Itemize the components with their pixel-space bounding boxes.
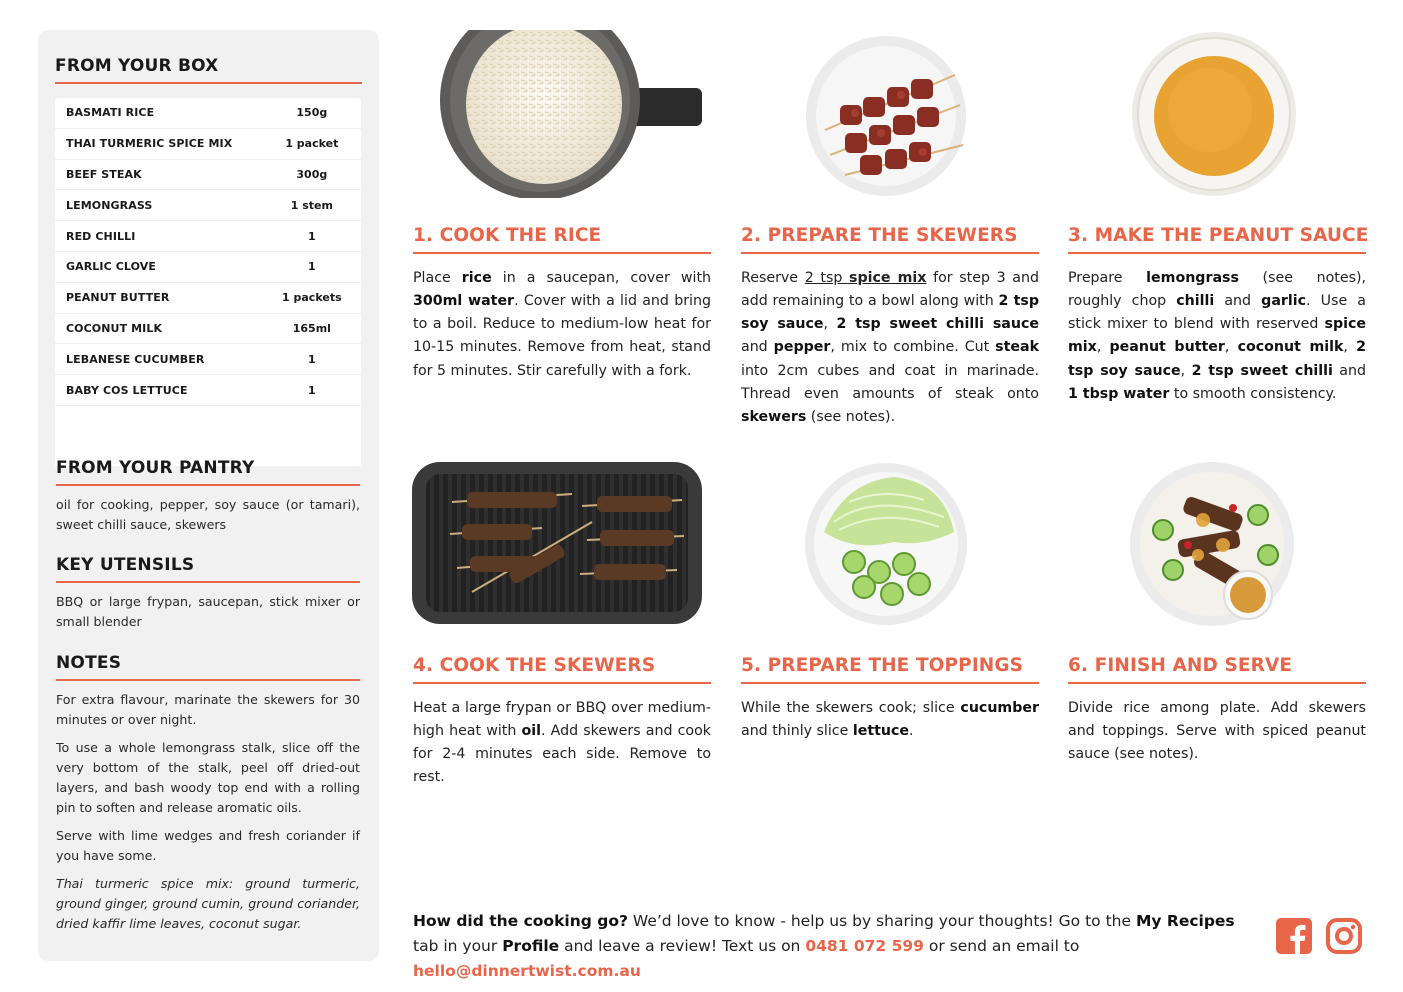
footer-question: How did the cooking go? [413, 912, 628, 930]
lettuce-cucumber-photo [804, 462, 968, 626]
step-6-finish-serve [1068, 655, 1366, 766]
step-text-run: and [741, 339, 774, 356]
spice-mix-note: Thai turmeric spice mix: ground turmeric, ground ginger, ground cumin, ground coriander, dried kaffir lime leaves, coconut sugar. [56, 876, 360, 931]
ingredient-name: BASMATI RICE [66, 106, 155, 120]
step-emphasis: chilli [1176, 292, 1215, 309]
profile-label: Profile [502, 937, 560, 955]
step-title: 4. COOK THE SKEWERS [413, 655, 656, 676]
phone-link[interactable]: 0481 072 599 [805, 937, 924, 955]
step-text [413, 697, 711, 790]
step-emphasis: cucumber [960, 699, 1039, 716]
from-your-box-section [55, 56, 362, 84]
step-3-peanut-sauce [1068, 225, 1369, 406]
pantry-text: oil for cooking, pepper, soy sauce (or tamari), sweet chilli sauce, skewers [56, 497, 360, 532]
footer-text: We’d love to know - help us by sharing your thoughts! Go to the [627, 912, 1136, 930]
step-text [1068, 697, 1366, 767]
step-emphasis: oil [521, 722, 541, 739]
step-text-run: Place [413, 269, 462, 286]
step-text-run: , [823, 316, 837, 333]
ingredient-name: COCONUT MILK [66, 321, 163, 335]
step-5-prepare-toppings [741, 655, 1039, 743]
step-title: 5. PREPARE THE TOPPINGS [741, 655, 1024, 676]
step-text [741, 697, 1039, 744]
from-your-pantry-section [56, 458, 360, 535]
email-link[interactable]: hello@dinnertwist.com.au [413, 962, 641, 980]
peanut-sauce-photo [1130, 30, 1298, 198]
my-recipes-label: My Recipes [1135, 912, 1235, 930]
step-text [741, 267, 1039, 430]
step-emphasis: pepper [773, 339, 831, 356]
step-text-run: While the skewers cook; slice [741, 699, 961, 716]
ingredient-quantity: 150g [296, 106, 328, 120]
ingredients-sidebar [38, 30, 379, 961]
ingredient-name: GARLIC CLOVE [66, 260, 156, 274]
divider [1068, 682, 1366, 684]
step-text-run: in a saucepan, cover with [491, 269, 711, 286]
step-text [413, 267, 711, 383]
ingredient-row [55, 221, 361, 252]
note-item: Serve with lime wedges and fresh coriander if you have some. [56, 828, 360, 863]
step-text-run: (see notes). [806, 409, 896, 426]
ingredient-row [55, 98, 361, 129]
step-emphasis: 2 tsp sweet chilli [1191, 362, 1333, 379]
ingredient-quantity: 1 stem [290, 198, 333, 212]
divider [55, 82, 362, 84]
divider [413, 252, 711, 254]
step-text-run: Prepare [1068, 269, 1147, 286]
step-text-run: , [1096, 339, 1110, 356]
notes-list [56, 690, 360, 934]
notes-section [56, 653, 360, 942]
rice-in-saucepan-photo [440, 30, 702, 198]
from-your-pantry-title: FROM YOUR PANTRY [56, 458, 255, 478]
ingredient-name: THAI TURMERIC SPICE MIX [66, 137, 233, 151]
divider [56, 679, 360, 681]
step-emphasis: coconut milk [1237, 339, 1344, 356]
step-text-run: into 2cm cubes and coat in marinade. Thread even amounts of steak onto [741, 362, 1039, 402]
divider [741, 682, 1039, 684]
step-4-cook-skewers [413, 655, 711, 790]
ingredient-row [55, 283, 361, 314]
step-text-run: Divide rice among plate. Add skewers and toppings. Serve with spiced peanut sauce (see notes). [1068, 699, 1366, 763]
ingredient-row [55, 160, 361, 191]
step-text-run: . [909, 722, 914, 739]
step-text-run: , mix to combine. Cut [830, 339, 996, 356]
step-emphasis: 2 tsp sweet chilli sauce [836, 316, 1040, 333]
facebook-icon[interactable] [1275, 917, 1313, 955]
step-text-run: . Cover with a lid and bring to a boil. Reduce to medium-low heat for 10-15 minutes. Remove from heat, stand for 5 minutes. Stir carefully with a fork. [413, 292, 711, 379]
ingredient-name: RED CHILLI [66, 229, 136, 243]
step-text [1068, 267, 1366, 407]
footer-text: and leave a review! Text us on [559, 937, 806, 955]
step-title: 3. MAKE THE PEANUT SAUCE [1068, 225, 1369, 246]
ingredient-quantity: 165ml [292, 321, 331, 335]
step-text-run: and [1214, 292, 1262, 309]
step-emphasis: skewers [741, 409, 807, 426]
step-emphasis: lettuce [852, 722, 910, 739]
raw-beef-skewers-photo [805, 35, 967, 197]
step-emphasis: garlic [1261, 292, 1307, 309]
step-text-run: , [1180, 362, 1192, 379]
skewers-on-grill-photo [412, 462, 702, 624]
note-item: For extra flavour, marinate the skewers for 30 minutes or over night. [56, 692, 360, 727]
step-text-run: . Add skewers and cook for 2-4 minutes each side. Remove to rest. [413, 722, 711, 786]
step-emphasis: spice mix [1068, 316, 1366, 356]
divider [413, 682, 711, 684]
key-utensils-title: KEY UTENSILS [56, 555, 195, 575]
instagram-icon[interactable] [1325, 917, 1363, 955]
footer-text: tab in your [413, 937, 503, 955]
step-emphasis: 2 tsp [804, 269, 850, 286]
step-emphasis: 2 tsp soy sauce [1068, 339, 1366, 379]
step-1-cook-rice [413, 225, 711, 383]
step-text-run: Reserve [741, 269, 805, 286]
note-item: To use a whole lemongrass stalk, slice off the very bottom of the stalk, peel off dried-out layers, and bash woody top end with a rolling pin to soften and release aromatic oils. [56, 740, 360, 815]
divider [1068, 252, 1366, 254]
ingredient-row [55, 314, 361, 345]
feedback-footer [413, 909, 1263, 984]
ingredient-quantity: 1 packet [285, 137, 339, 151]
ingredient-row [55, 129, 361, 160]
step-2-prepare-skewers [741, 225, 1039, 430]
step-text-run: and [1332, 362, 1366, 379]
ingredient-quantity: 1 [308, 229, 316, 243]
step-title: 6. FINISH AND SERVE [1068, 655, 1293, 676]
finished-plate-photo [1128, 460, 1296, 628]
step-emphasis: 300ml water [413, 292, 515, 309]
divider [56, 484, 360, 486]
step-emphasis: 2 tsp soy sauce [741, 292, 1039, 333]
step-emphasis: spice mix [849, 269, 927, 286]
ingredient-row [55, 190, 361, 221]
ingredients-table [55, 98, 361, 466]
step-title: 1. COOK THE RICE [413, 225, 602, 246]
step-text-run: for step 3 and add remaining to a bowl along with [741, 269, 1039, 309]
step-text-run: , [1343, 339, 1357, 356]
footer-text: or send an email to [923, 937, 1080, 955]
step-text-run: and thinly slice [741, 722, 853, 739]
notes-title: NOTES [56, 653, 122, 673]
step-emphasis: peanut butter [1109, 339, 1225, 356]
ingredient-name: BEEF STEAK [66, 167, 142, 181]
ingredient-quantity: 1 [308, 383, 316, 397]
step-emphasis: 1 tbsp water [1068, 385, 1170, 402]
divider [56, 581, 360, 583]
step-text-run: Heat a large frypan or BBQ over medium-high heat with [413, 699, 711, 739]
step-emphasis: rice [461, 269, 492, 286]
key-utensils-section [56, 555, 360, 632]
ingredient-name: LEBANESE CUCUMBER [66, 352, 205, 366]
ingredient-row [55, 375, 361, 406]
ingredient-quantity: 1 [308, 260, 316, 274]
step-text-run: , [1224, 339, 1238, 356]
ingredient-row [55, 344, 361, 375]
step-emphasis: lemongrass [1146, 269, 1239, 286]
step-emphasis: steak [995, 339, 1039, 356]
step-title: 2. PREPARE THE SKEWERS [741, 225, 1018, 246]
ingredient-name: LEMONGRASS [66, 198, 153, 212]
ingredient-name: BABY COS LETTUCE [66, 383, 188, 397]
step-text-run: (see notes), roughly chop [1068, 269, 1367, 309]
utensils-text: BBQ or large frypan, saucepan, stick mixer or small blender [56, 594, 360, 629]
divider [741, 252, 1039, 254]
ingredient-name: PEANUT BUTTER [66, 291, 170, 305]
ingredient-quantity: 300g [296, 167, 328, 181]
step-text-run: . Use a stick mixer to blend with reserved [1068, 292, 1366, 333]
step-text-run: to smooth consistency. [1169, 385, 1337, 402]
from-your-box-title: FROM YOUR BOX [55, 56, 219, 76]
ingredient-row [55, 252, 361, 283]
ingredient-quantity: 1 packets [282, 291, 342, 305]
ingredient-quantity: 1 [308, 352, 316, 366]
